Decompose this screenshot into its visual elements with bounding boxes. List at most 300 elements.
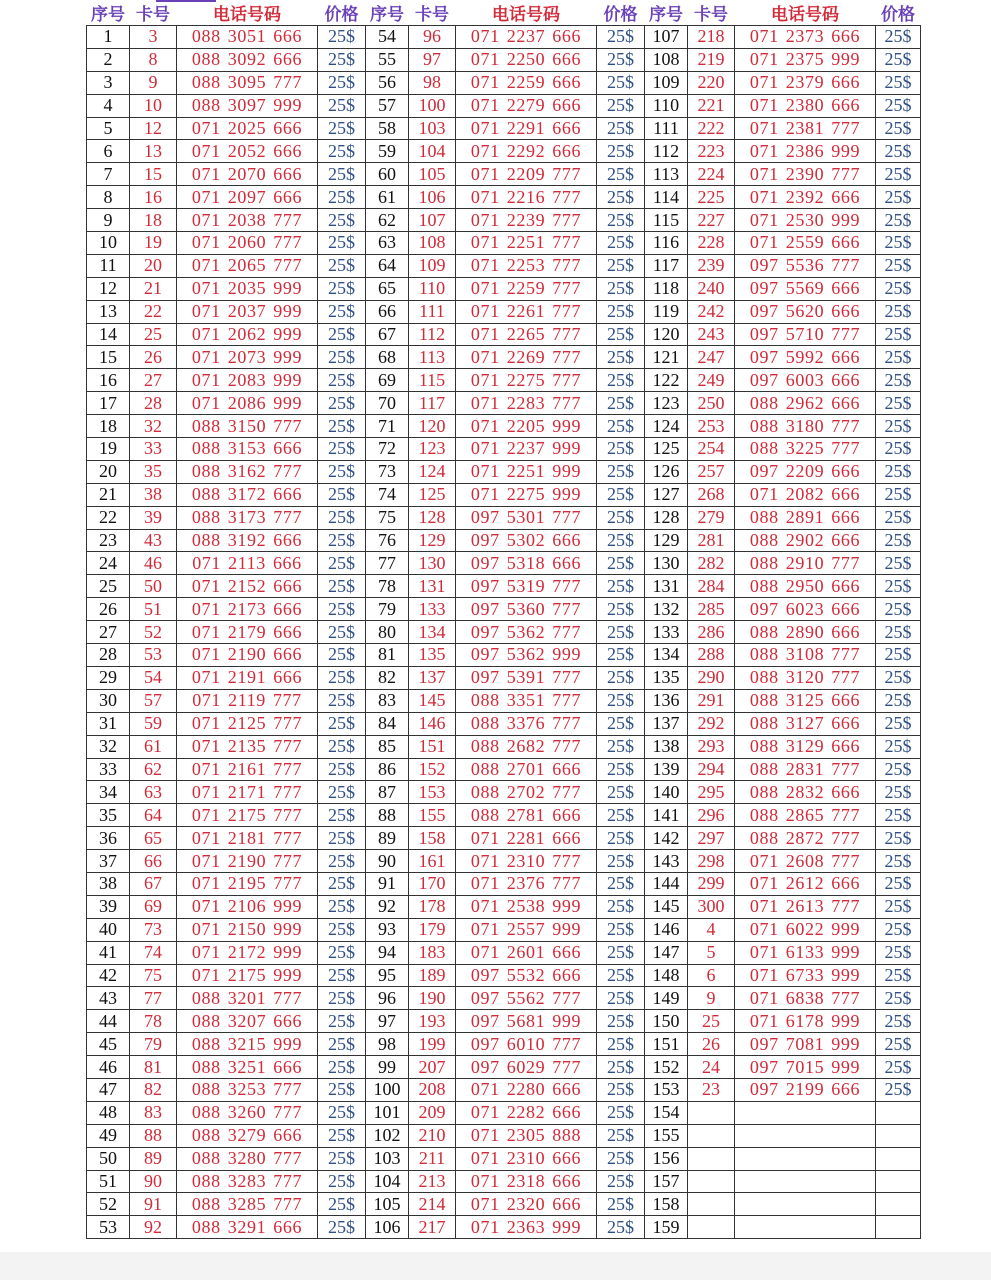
card-cell: 129 — [409, 529, 456, 552]
price-cell: 25$ — [876, 140, 921, 163]
price-cell: 25$ — [318, 987, 366, 1010]
phone-cell: 071 2386 999 — [735, 140, 876, 163]
phone-cell: 088 2701 666 — [456, 758, 597, 781]
table-row — [87, 1078, 921, 1101]
phone-cell: 088 3125 666 — [735, 689, 876, 712]
card-cell: 52 — [130, 621, 177, 644]
price-cell: 25$ — [318, 460, 366, 483]
card-cell: 117 — [409, 392, 456, 415]
phone-cell: 097 7015 999 — [735, 1056, 876, 1079]
card-cell: 110 — [409, 277, 456, 300]
card-cell: 51 — [130, 598, 177, 621]
seq-cell: 152 — [645, 1056, 688, 1079]
price-cell: 25$ — [876, 483, 921, 506]
card-cell: 8 — [130, 48, 177, 71]
price-cell: 25$ — [597, 964, 645, 987]
price-cell: 25$ — [876, 850, 921, 873]
seq-cell: 54 — [366, 26, 409, 49]
card-cell: 133 — [409, 598, 456, 621]
seq-cell: 13 — [87, 300, 130, 323]
phone-cell: 071 2135 777 — [177, 735, 318, 758]
seq-cell: 35 — [87, 804, 130, 827]
seq-cell: 65 — [366, 277, 409, 300]
card-cell: 28 — [130, 392, 177, 415]
table-row — [87, 460, 921, 483]
seq-cell: 144 — [645, 872, 688, 895]
phone-cell: 071 2275 777 — [456, 369, 597, 392]
price-cell: 25$ — [876, 1010, 921, 1033]
phone-cell: 071 2082 666 — [735, 483, 876, 506]
phone-cell: 071 2125 777 — [177, 712, 318, 735]
card-cell: 207 — [409, 1056, 456, 1079]
card-cell: 124 — [409, 460, 456, 483]
phone-cell: 071 2253 777 — [456, 254, 597, 277]
seq-cell: 21 — [87, 483, 130, 506]
seq-cell: 10 — [87, 232, 130, 255]
phone-cell: 088 3260 777 — [177, 1101, 318, 1124]
card-cell: 227 — [688, 209, 735, 232]
card-cell: 120 — [409, 415, 456, 438]
price-cell: 25$ — [318, 666, 366, 689]
card-cell: 20 — [130, 254, 177, 277]
seq-cell: 110 — [645, 94, 688, 117]
price-cell: 25$ — [318, 689, 366, 712]
phone-cell: 088 3253 777 — [177, 1078, 318, 1101]
card-cell: 257 — [688, 460, 735, 483]
seq-cell: 59 — [366, 140, 409, 163]
card-cell: 294 — [688, 758, 735, 781]
card-cell: 9 — [130, 71, 177, 94]
price-cell: 25$ — [597, 506, 645, 529]
card-cell: 3 — [130, 26, 177, 49]
table-row — [87, 392, 921, 415]
price-cell: 25$ — [597, 117, 645, 140]
card-cell: 288 — [688, 644, 735, 667]
card-cell — [688, 1101, 735, 1124]
phone-cell: 071 2608 777 — [735, 850, 876, 873]
phone-cell: 071 2086 999 — [177, 392, 318, 415]
seq-cell: 7 — [87, 163, 130, 186]
price-cell: 25$ — [876, 26, 921, 49]
price-cell: 25$ — [597, 48, 645, 71]
phone-cell: 088 3129 666 — [735, 735, 876, 758]
price-cell: 25$ — [318, 71, 366, 94]
card-cell — [688, 1147, 735, 1170]
phone-cell: 097 5302 666 — [456, 529, 597, 552]
price-cell: 25$ — [318, 186, 366, 209]
phone-cell: 071 2025 666 — [177, 117, 318, 140]
seq-cell: 42 — [87, 964, 130, 987]
price-cell: 25$ — [876, 506, 921, 529]
price-cell — [876, 1216, 921, 1239]
seq-cell: 140 — [645, 781, 688, 804]
phone-cell: 071 2251 777 — [456, 232, 597, 255]
price-cell: 25$ — [597, 758, 645, 781]
price-cell: 25$ — [876, 369, 921, 392]
card-cell: 89 — [130, 1147, 177, 1170]
phone-cell: 088 3291 666 — [177, 1216, 318, 1239]
price-cell: 25$ — [876, 254, 921, 277]
phone-cell: 071 2392 666 — [735, 186, 876, 209]
price-cell: 25$ — [318, 300, 366, 323]
card-cell: 115 — [409, 369, 456, 392]
phone-cell: 088 3225 777 — [735, 438, 876, 461]
phone-cell: 071 2062 999 — [177, 323, 318, 346]
seq-cell: 76 — [366, 529, 409, 552]
seq-cell: 32 — [87, 735, 130, 758]
price-cell: 25$ — [597, 209, 645, 232]
seq-cell: 115 — [645, 209, 688, 232]
phone-cell: 097 5362 777 — [456, 621, 597, 644]
phone-cell: 071 2113 666 — [177, 552, 318, 575]
card-cell: 295 — [688, 781, 735, 804]
card-cell: 281 — [688, 529, 735, 552]
seq-cell: 34 — [87, 781, 130, 804]
seq-cell: 135 — [645, 666, 688, 689]
phone-cell: 071 2261 777 — [456, 300, 597, 323]
seq-cell: 128 — [645, 506, 688, 529]
seq-cell: 74 — [366, 483, 409, 506]
table-row — [87, 26, 921, 49]
seq-cell: 60 — [366, 163, 409, 186]
card-cell: 4 — [688, 918, 735, 941]
price-cell: 25$ — [597, 1170, 645, 1193]
price-cell: 25$ — [318, 254, 366, 277]
phone-cell: 097 5992 666 — [735, 346, 876, 369]
price-cell: 25$ — [318, 140, 366, 163]
table-row — [87, 163, 921, 186]
phone-cell: 071 2318 666 — [456, 1170, 597, 1193]
price-cell: 25$ — [876, 758, 921, 781]
price-cell: 25$ — [318, 1124, 366, 1147]
card-cell: 297 — [688, 827, 735, 850]
phone-cell: 097 6010 777 — [456, 1033, 597, 1056]
price-cell: 25$ — [318, 621, 366, 644]
seq-cell: 84 — [366, 712, 409, 735]
seq-cell: 77 — [366, 552, 409, 575]
card-cell — [688, 1124, 735, 1147]
table-row — [87, 666, 921, 689]
card-cell: 155 — [409, 804, 456, 827]
price-cell: 25$ — [318, 598, 366, 621]
phone-cell: 088 3092 666 — [177, 48, 318, 71]
seq-cell: 156 — [645, 1147, 688, 1170]
seq-cell: 100 — [366, 1078, 409, 1101]
price-cell: 25$ — [597, 598, 645, 621]
price-cell: 25$ — [597, 277, 645, 300]
phone-cell: 071 2292 666 — [456, 140, 597, 163]
card-cell: 46 — [130, 552, 177, 575]
phone-cell: 071 2538 999 — [456, 895, 597, 918]
phone-cell: 071 6838 777 — [735, 987, 876, 1010]
price-cell: 25$ — [318, 1216, 366, 1239]
card-cell: 15 — [130, 163, 177, 186]
phone-cell: 097 6029 777 — [456, 1056, 597, 1079]
price-cell: 25$ — [876, 781, 921, 804]
card-cell: 242 — [688, 300, 735, 323]
phone-cell: 071 2373 666 — [735, 26, 876, 49]
price-cell: 25$ — [876, 941, 921, 964]
phone-cell: 071 2191 666 — [177, 666, 318, 689]
card-cell: 158 — [409, 827, 456, 850]
price-cell: 25$ — [876, 872, 921, 895]
seq-cell: 95 — [366, 964, 409, 987]
phone-cell: 071 2291 666 — [456, 117, 597, 140]
seq-cell: 150 — [645, 1010, 688, 1033]
price-cell: 25$ — [876, 1078, 921, 1101]
phone-cell: 088 3162 777 — [177, 460, 318, 483]
phone-cell: 071 2052 666 — [177, 140, 318, 163]
price-cell: 25$ — [597, 26, 645, 49]
seq-cell: 118 — [645, 277, 688, 300]
seq-cell: 46 — [87, 1056, 130, 1079]
phone-cell: 088 3201 777 — [177, 987, 318, 1010]
card-cell: 61 — [130, 735, 177, 758]
seq-cell: 24 — [87, 552, 130, 575]
seq-cell: 81 — [366, 644, 409, 667]
price-cell: 25$ — [597, 1147, 645, 1170]
table-row — [87, 94, 921, 117]
phone-cell: 071 2310 666 — [456, 1147, 597, 1170]
seq-cell: 121 — [645, 346, 688, 369]
price-cell: 25$ — [318, 918, 366, 941]
card-cell: 91 — [130, 1193, 177, 1216]
card-cell: 290 — [688, 666, 735, 689]
header-seq: 序号 — [370, 5, 404, 25]
card-cell: 199 — [409, 1033, 456, 1056]
price-cell: 25$ — [876, 598, 921, 621]
price-cell: 25$ — [318, 781, 366, 804]
table-row — [87, 941, 921, 964]
card-cell: 268 — [688, 483, 735, 506]
seq-cell: 55 — [366, 48, 409, 71]
card-cell: 249 — [688, 369, 735, 392]
phone-cell: 071 2557 999 — [456, 918, 597, 941]
card-cell: 225 — [688, 186, 735, 209]
phone-cell: 071 2250 666 — [456, 48, 597, 71]
seq-cell: 16 — [87, 369, 130, 392]
card-cell: 53 — [130, 644, 177, 667]
price-cell: 25$ — [597, 712, 645, 735]
card-cell: 286 — [688, 621, 735, 644]
seq-cell: 25 — [87, 575, 130, 598]
card-cell: 13 — [130, 140, 177, 163]
card-cell: 64 — [130, 804, 177, 827]
card-cell: 74 — [130, 941, 177, 964]
phone-cell: 071 6178 999 — [735, 1010, 876, 1033]
phone-cell: 071 2280 666 — [456, 1078, 597, 1101]
table-row — [87, 254, 921, 277]
phone-cell — [735, 1193, 876, 1216]
card-cell: 12 — [130, 117, 177, 140]
seq-cell: 33 — [87, 758, 130, 781]
table-row — [87, 712, 921, 735]
phone-cell: 071 2097 666 — [177, 186, 318, 209]
card-cell: 291 — [688, 689, 735, 712]
card-cell: 240 — [688, 277, 735, 300]
seq-cell: 29 — [87, 666, 130, 689]
price-cell: 25$ — [876, 71, 921, 94]
phone-cell: 088 2832 666 — [735, 781, 876, 804]
header-phone: 电话号码 — [492, 5, 560, 25]
card-cell: 66 — [130, 850, 177, 873]
seq-cell: 111 — [645, 117, 688, 140]
seq-cell: 71 — [366, 415, 409, 438]
price-cell: 25$ — [876, 552, 921, 575]
seq-cell: 120 — [645, 323, 688, 346]
seq-cell: 124 — [645, 415, 688, 438]
header-card: 卡号 — [415, 5, 449, 25]
phone-cell: 088 3153 666 — [177, 438, 318, 461]
table-row — [87, 552, 921, 575]
card-cell: 221 — [688, 94, 735, 117]
price-cell: 25$ — [318, 758, 366, 781]
table-row — [87, 827, 921, 850]
seq-cell: 143 — [645, 850, 688, 873]
phone-cell: 088 2891 666 — [735, 506, 876, 529]
card-cell: 211 — [409, 1147, 456, 1170]
header-price: 价格 — [881, 5, 915, 25]
price-cell: 25$ — [318, 872, 366, 895]
phone-cell: 071 2275 999 — [456, 483, 597, 506]
card-cell: 113 — [409, 346, 456, 369]
seq-cell: 119 — [645, 300, 688, 323]
price-cell: 25$ — [318, 323, 366, 346]
seq-cell: 130 — [645, 552, 688, 575]
seq-cell: 132 — [645, 598, 688, 621]
card-cell: 107 — [409, 209, 456, 232]
price-cell: 25$ — [597, 575, 645, 598]
seq-cell: 86 — [366, 758, 409, 781]
seq-cell: 9 — [87, 209, 130, 232]
seq-cell: 154 — [645, 1101, 688, 1124]
seq-cell: 39 — [87, 895, 130, 918]
phone-cell: 071 2530 999 — [735, 209, 876, 232]
table-row — [87, 987, 921, 1010]
card-cell: 299 — [688, 872, 735, 895]
price-cell: 25$ — [597, 1010, 645, 1033]
table-row — [87, 644, 921, 667]
price-cell: 25$ — [318, 712, 366, 735]
price-cell: 25$ — [318, 209, 366, 232]
seq-cell: 47 — [87, 1078, 130, 1101]
seq-cell: 30 — [87, 689, 130, 712]
card-cell: 88 — [130, 1124, 177, 1147]
phone-cell: 071 2320 666 — [456, 1193, 597, 1216]
card-cell: 96 — [409, 26, 456, 49]
seq-cell: 93 — [366, 918, 409, 941]
header-price: 价格 — [603, 5, 638, 25]
price-cell — [876, 1124, 921, 1147]
card-cell: 81 — [130, 1056, 177, 1079]
phone-cell — [735, 1101, 876, 1124]
phone-cell: 071 2190 666 — [177, 644, 318, 667]
seq-cell: 158 — [645, 1193, 688, 1216]
table-row — [87, 438, 921, 461]
phone-cell: 088 2910 777 — [735, 552, 876, 575]
table-row — [87, 1033, 921, 1056]
card-cell: 32 — [130, 415, 177, 438]
price-cell: 25$ — [318, 1147, 366, 1170]
seq-cell: 112 — [645, 140, 688, 163]
card-cell: 130 — [409, 552, 456, 575]
card-cell: 9 — [688, 987, 735, 1010]
phone-cell: 071 2179 666 — [177, 621, 318, 644]
price-cell: 25$ — [597, 186, 645, 209]
price-cell: 25$ — [318, 1101, 366, 1124]
price-cell: 25$ — [318, 1033, 366, 1056]
price-cell: 25$ — [597, 689, 645, 712]
table-row — [87, 621, 921, 644]
phone-cell — [735, 1216, 876, 1239]
card-cell: 103 — [409, 117, 456, 140]
phone-cell: 071 2073 999 — [177, 346, 318, 369]
seq-cell: 75 — [366, 506, 409, 529]
table-row — [87, 209, 921, 232]
phone-cell: 088 3376 777 — [456, 712, 597, 735]
phone-cell — [735, 1124, 876, 1147]
price-cell: 25$ — [597, 1056, 645, 1079]
seq-cell: 99 — [366, 1056, 409, 1079]
card-cell: 239 — [688, 254, 735, 277]
price-cell: 25$ — [318, 735, 366, 758]
seq-cell: 61 — [366, 186, 409, 209]
price-cell: 25$ — [318, 895, 366, 918]
card-cell: 77 — [130, 987, 177, 1010]
header-card: 卡号 — [694, 5, 728, 25]
phone-cell: 088 3173 777 — [177, 506, 318, 529]
card-cell: 21 — [130, 277, 177, 300]
seq-cell: 52 — [87, 1193, 130, 1216]
price-cell: 25$ — [876, 460, 921, 483]
card-cell: 228 — [688, 232, 735, 255]
phone-cell: 088 3283 777 — [177, 1170, 318, 1193]
seq-cell: 43 — [87, 987, 130, 1010]
phone-cell: 071 2381 777 — [735, 117, 876, 140]
price-cell: 25$ — [318, 232, 366, 255]
seq-cell: 116 — [645, 232, 688, 255]
phone-cell: 088 3351 777 — [456, 689, 597, 712]
phone-cell: 071 2070 666 — [177, 163, 318, 186]
price-cell: 25$ — [597, 300, 645, 323]
seq-cell: 64 — [366, 254, 409, 277]
seq-cell: 147 — [645, 941, 688, 964]
card-cell: 106 — [409, 186, 456, 209]
seq-cell: 22 — [87, 506, 130, 529]
phone-cell: 071 2038 777 — [177, 209, 318, 232]
phone-cell: 097 5301 777 — [456, 506, 597, 529]
card-cell: 19 — [130, 232, 177, 255]
seq-cell: 45 — [87, 1033, 130, 1056]
table-row — [87, 918, 921, 941]
card-cell — [688, 1170, 735, 1193]
card-cell: 131 — [409, 575, 456, 598]
phone-cell: 071 2237 999 — [456, 438, 597, 461]
price-cell: 25$ — [876, 666, 921, 689]
card-cell: 33 — [130, 438, 177, 461]
phone-cell: 071 2251 999 — [456, 460, 597, 483]
table-row — [87, 506, 921, 529]
phone-cell: 071 2259 777 — [456, 277, 597, 300]
seq-cell: 19 — [87, 438, 130, 461]
card-cell: 98 — [409, 71, 456, 94]
price-cell: 25$ — [876, 209, 921, 232]
table-row — [87, 1056, 921, 1079]
table-row — [87, 872, 921, 895]
phone-cell: 071 2613 777 — [735, 895, 876, 918]
table-row — [87, 850, 921, 873]
bottom-shade — [0, 1252, 991, 1280]
